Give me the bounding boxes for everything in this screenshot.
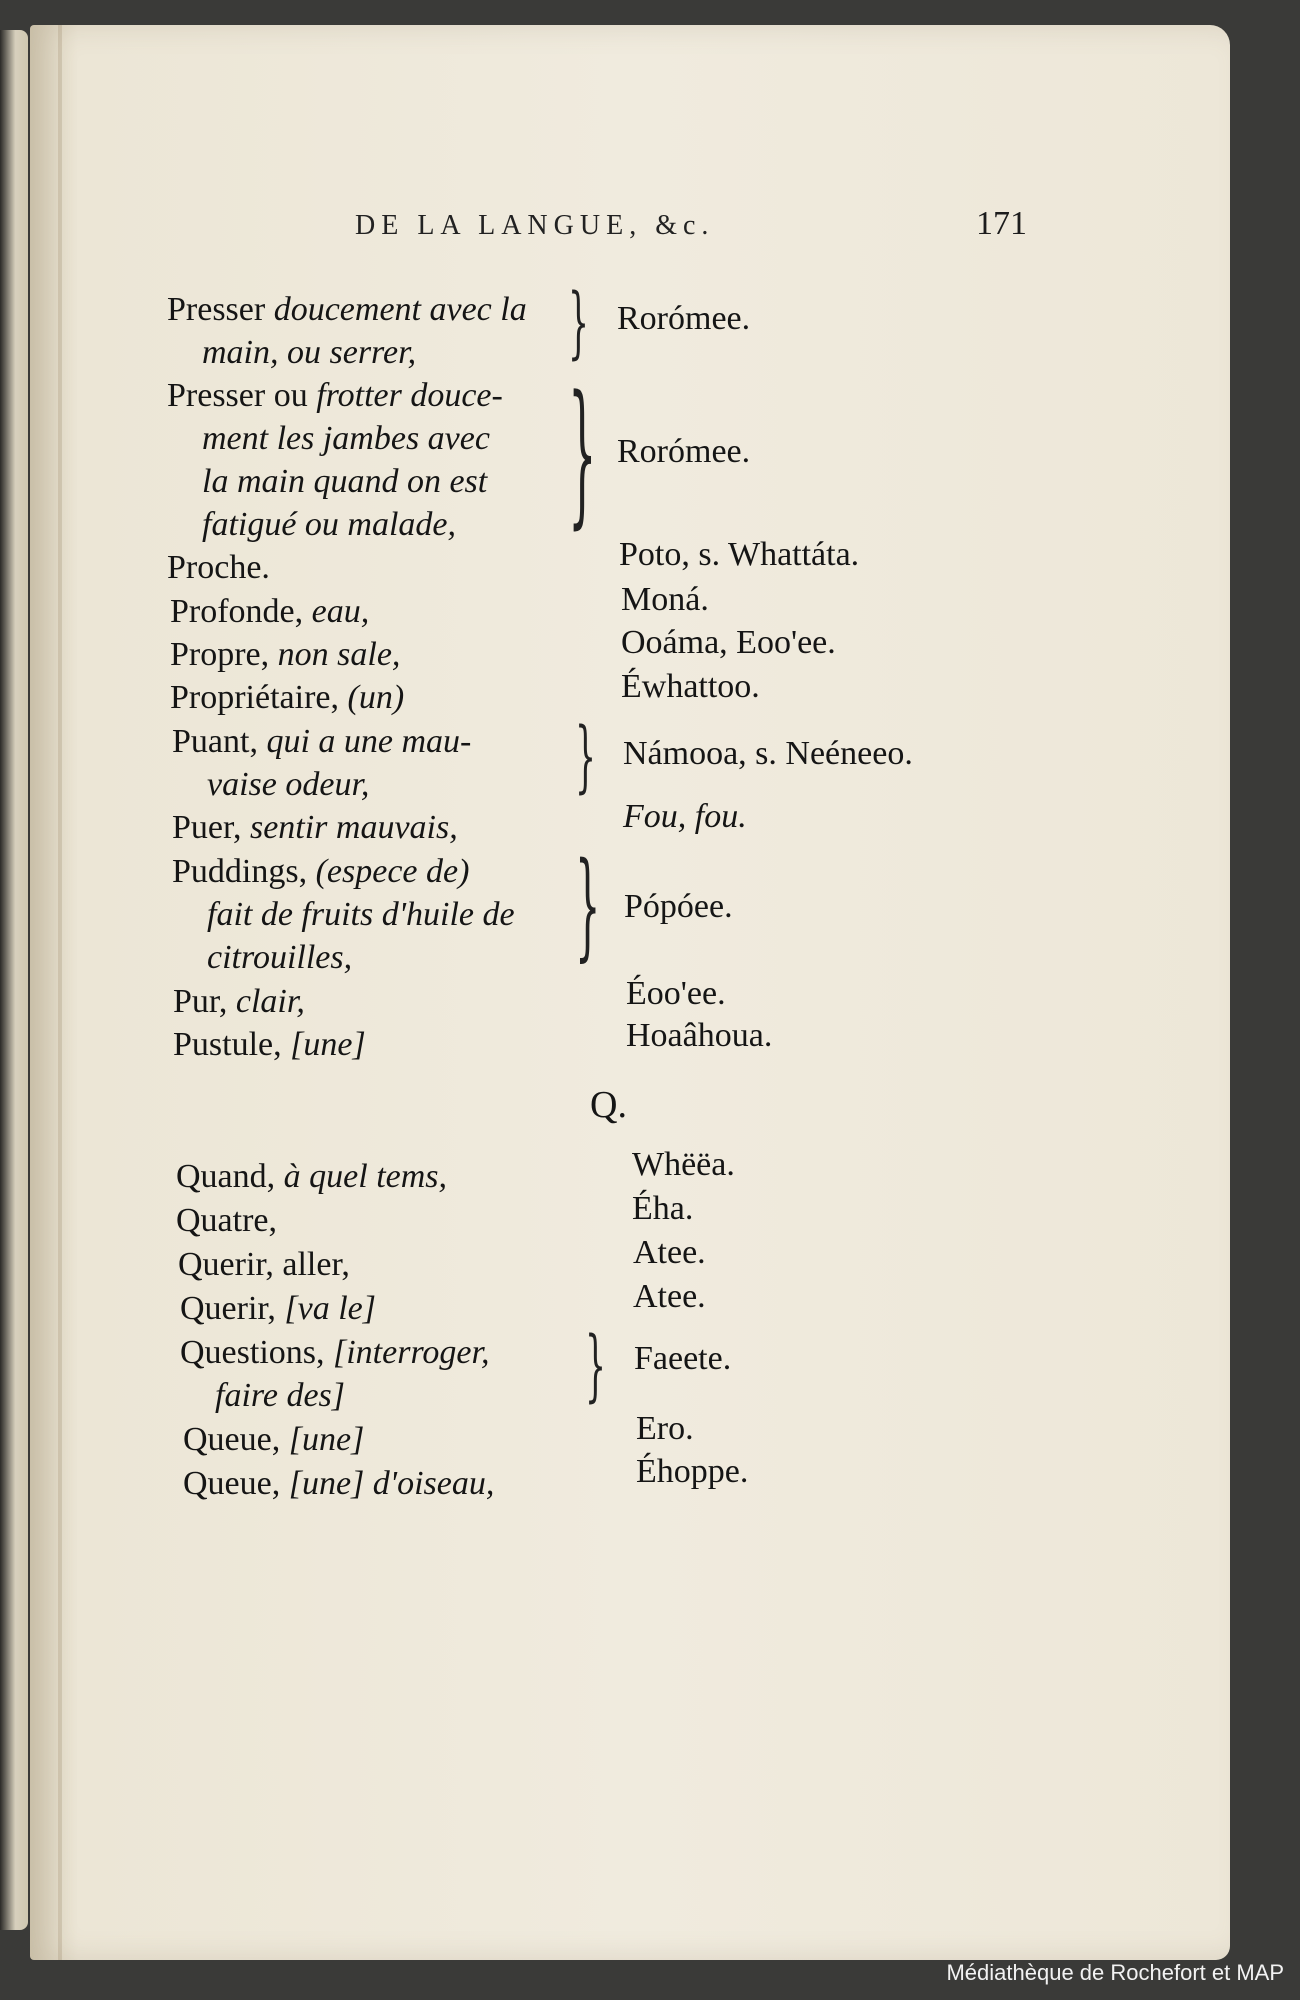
translation-proprietaire: Éwhattoo. [621,668,760,705]
translation-quand: Whëëa. [632,1146,735,1183]
entry-quand: Quand, à quel tems, [176,1158,448,1195]
translation-questions: Faeete. [634,1340,732,1377]
translation-profonde: Moná. [621,581,709,618]
entry-querir-va-le: Querir, [va le] [180,1290,376,1327]
translation-quatre: Éha. [632,1190,694,1227]
translation-querir-va-le: Atee. [633,1278,706,1315]
translation-queue-oiseau: Éhoppe. [636,1453,749,1490]
entry-questions: Questions, [interroger, faire des] [180,1334,490,1414]
translation-pustule: Hoaâhoua. [626,1017,773,1054]
brace-icon: } [575,837,601,973]
entry-puddings: Puddings, (espece de) fait de fruits d'huile de citrouilles, [172,853,515,976]
page-number: 171 [976,205,1027,242]
translation-puant: Námooa, s. Neéneeo. [623,735,913,772]
entry-pustule: Pustule, [une] [173,1026,366,1063]
translation-presser-1: Rorómee. [617,300,751,337]
entry-profonde: Profonde, eau, [170,593,370,630]
translation-queue: Ero. [636,1410,694,1447]
entry-queue: Queue, [une] [183,1421,365,1458]
entry-pur: Pur, clair, [173,983,305,1020]
page-fold [58,25,62,1960]
entry-puer: Puer, sentir mauvais, [172,809,458,846]
brace-icon: } [585,1320,607,1412]
translation-propre: Ooáma, Eoo'ee. [621,624,836,661]
entry-queue-oiseau: Queue, [une] d'oiseau, [183,1465,495,1502]
entry-querir-aller: Querir, aller, [178,1246,350,1283]
translation-puddings: Pópóee. [624,888,733,925]
translation-presser-2: Rorómee. [617,433,751,470]
translation-pur: Éoo'ee. [626,975,726,1012]
brace-icon: } [568,277,590,369]
entry-presser-1: Presser doucement avec la main, ou serrer, [167,291,527,371]
entry-propre: Propre, non sale, [170,636,401,673]
translation-querir-aller: Atee. [633,1234,706,1271]
section-letter: Q. [590,1084,627,1126]
entry-puant: Puant, qui a une mau- vaise odeur, [172,723,472,803]
book-gutter [0,30,28,1930]
translation-puer: Fou, fou. [623,798,747,835]
entry-proprietaire: Propriétaire, (un) [170,679,405,716]
brace-icon: } [568,362,597,544]
entry-presser-2: Presser ou frotter douce- ment les jambes avec la main quand on est fatigué ou malade, [167,377,503,543]
entry-proche: Proche. [167,549,270,586]
running-title: DE LA LANGUE, &c. [355,210,715,241]
brace-icon: } [575,711,597,803]
image-credit: Médiathèque de Rochefort et MAP [946,1960,1284,1985]
translation-proche: Poto, s. Whattáta. [619,536,860,573]
entry-quatre: Quatre, [176,1202,278,1239]
